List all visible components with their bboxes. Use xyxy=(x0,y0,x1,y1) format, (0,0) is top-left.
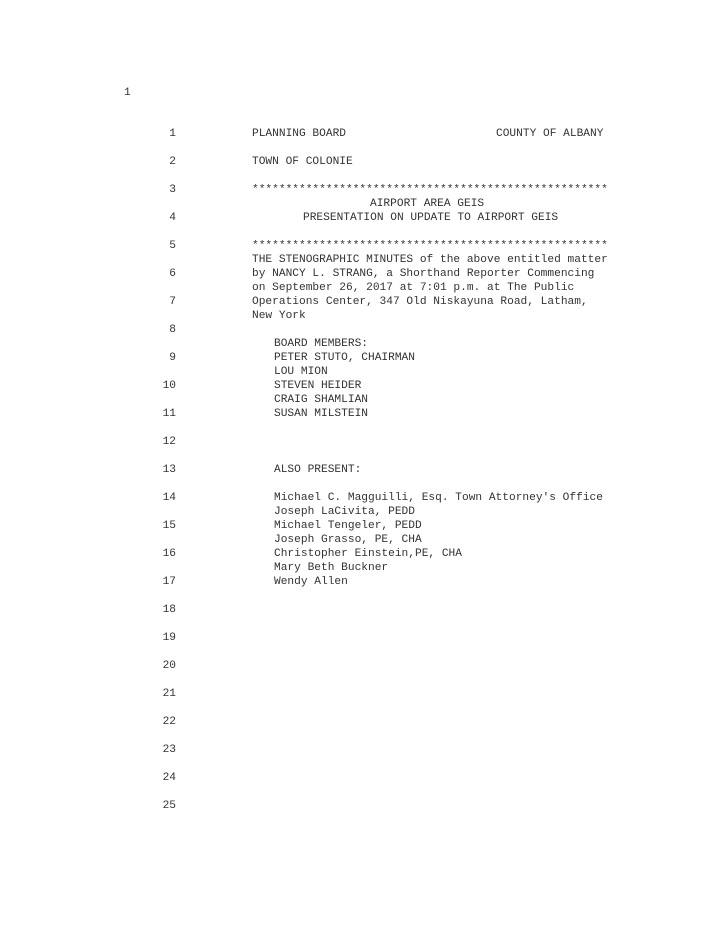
line-number: 16 xyxy=(162,548,176,560)
line-number: 6 xyxy=(169,268,176,280)
line-number: 8 xyxy=(169,324,176,336)
line-number: 25 xyxy=(162,800,176,812)
town-name: TOWN OF COLONIE xyxy=(252,156,353,168)
board-name: PLANNING BOARD xyxy=(252,128,346,140)
title-line-2: PRESENTATION ON UPDATE TO AIRPORT GEIS xyxy=(303,212,559,224)
line-number: 7 xyxy=(169,296,176,308)
line-number: 21 xyxy=(162,688,176,700)
line-number: 20 xyxy=(162,660,176,672)
board-members-heading: BOARD MEMBERS: xyxy=(274,338,368,350)
line-number: 15 xyxy=(162,520,176,532)
line-number: 24 xyxy=(162,772,176,784)
line-number: 17 xyxy=(162,576,176,588)
attendee: Mary Beth Buckner xyxy=(274,562,389,574)
board-member: LOU MION xyxy=(274,366,328,378)
line-number: 5 xyxy=(169,240,176,252)
minutes-line: on September 26, 2017 at 7:01 p.m. at The Public xyxy=(252,282,575,294)
minutes-line: New York xyxy=(252,310,306,322)
minutes-line: THE STENOGRAPHIC MINUTES of the above entitled matter xyxy=(252,254,608,266)
line-number: 10 xyxy=(162,380,176,392)
also-present-heading: ALSO PRESENT: xyxy=(274,464,362,476)
board-member: CRAIG SHAMLIAN xyxy=(274,394,368,406)
board-member: SUSAN MILSTEIN xyxy=(274,408,368,420)
attendee: Michael Tengeler, PEDD xyxy=(274,520,422,532)
line-number: 1 xyxy=(169,128,176,140)
star-divider-bottom: ***************************************************** xyxy=(252,240,608,252)
minutes-line: by NANCY L. STRANG, a Shorthand Reporter Commencing xyxy=(252,268,595,280)
county-name: COUNTY OF ALBANY xyxy=(496,128,604,140)
line-number: 2 xyxy=(169,156,176,168)
attendee: Joseph Grasso, PE, CHA xyxy=(274,534,422,546)
attendee: Michael C. Magguilli, Esq. Town Attorney's Office xyxy=(274,492,603,504)
board-member: PETER STUTO, CHAIRMAN xyxy=(274,352,415,364)
line-number: 22 xyxy=(162,716,176,728)
line-number: 9 xyxy=(169,352,176,364)
attendee: Wendy Allen xyxy=(274,576,348,588)
line-number: 12 xyxy=(162,436,176,448)
line-number: 19 xyxy=(162,632,176,644)
board-member: STEVEN HEIDER xyxy=(274,380,362,392)
page-number: 1 xyxy=(124,87,131,99)
line-number: 3 xyxy=(169,184,176,196)
star-divider-top: ***************************************************** xyxy=(252,184,608,196)
minutes-line: Operations Center, 347 Old Niskayuna Road, Latham, xyxy=(252,296,588,308)
title-line-1: AIRPORT AREA GEIS xyxy=(370,198,485,210)
line-number: 18 xyxy=(162,604,176,616)
attendee: Joseph LaCivita, PEDD xyxy=(274,506,415,518)
line-number: 4 xyxy=(169,212,176,224)
line-number: 13 xyxy=(162,464,176,476)
line-number: 23 xyxy=(162,744,176,756)
line-number: 11 xyxy=(162,408,176,420)
attendee: Christopher Einstein,PE, CHA xyxy=(274,548,462,560)
line-number: 14 xyxy=(162,492,176,504)
